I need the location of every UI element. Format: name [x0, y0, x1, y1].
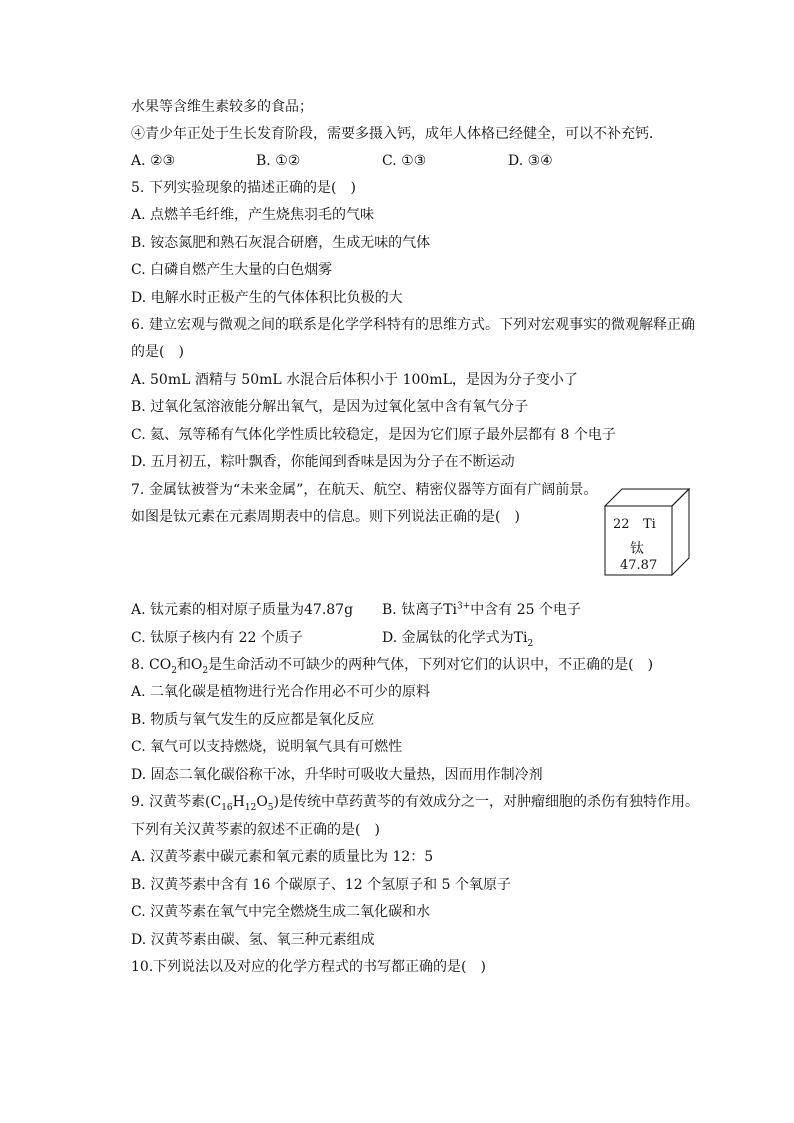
- line-fruit: 水果等含维生素较多的食品；: [131, 99, 313, 115]
- q8-formula-o2: 和O: [176, 657, 203, 673]
- q6-stem-text: 建立宏观与微观之间的联系是化学学科特有的思维方式。下列对宏观事实的微观解释正确: [149, 317, 695, 333]
- q7-number: 7.: [131, 482, 145, 498]
- q7-stem-text: 金属钛被誉为“未来金属”，在航天、航空、精密仪器等方面有广阔前景。: [149, 482, 598, 498]
- q9-stem-cont: 下列有关汉黄芩素的叙述不正确的是( ): [131, 822, 380, 838]
- q9-h: H: [232, 794, 245, 810]
- element-atomic-mass: 47.87: [620, 558, 658, 573]
- q5-stem: [131, 180, 356, 196]
- q9-sub-o: 5: [267, 802, 274, 813]
- q7-option-b-pre: B. 钛离子Ti: [382, 602, 458, 618]
- q7-option-a: A. 钛元素的相对原子质量为47.87g: [131, 602, 354, 618]
- q7-option-b: [382, 602, 581, 618]
- q5-stem-text: 下列实验现象的描述正确的是( ): [149, 180, 356, 196]
- q5-option-c: C. 白磷自燃产生大量的白色烟雾: [131, 262, 333, 278]
- q8-option-d: D. 固态二氧化碳俗称干冰，升华时可吸收大量热，因而用作制冷剂: [131, 767, 543, 783]
- q9-option-c: C. 汉黄芩素在氧气中完全燃烧生成二氧化碳和水: [131, 904, 431, 920]
- q7-option-d-sub: 2: [527, 638, 534, 649]
- q9-option-a: A. 汉黄芩素中碳元素和氧元素的质量比为 12：5: [131, 849, 434, 865]
- q7-option-b-post: 中含有 25 个电子: [470, 602, 582, 618]
- q8-stem: [131, 657, 654, 676]
- q10-number: 10.: [131, 959, 154, 975]
- q5-option-b: B. 铵态氮肥和熟石灰混合研磨，生成无味的气体: [131, 235, 431, 251]
- q9-stem-post: )是传统中草药黄芩的有效成分之一，对肿瘤细胞的杀伤有独特作用。: [273, 794, 699, 810]
- q8-formula-co2-sub: 2: [171, 665, 177, 676]
- q7-stem-cont: 如图是钛元素在元素周期表中的信息。则下列说法正确的是( ): [131, 509, 520, 525]
- q7-stem: [131, 482, 597, 498]
- q4-option-a: A. ②③: [131, 153, 176, 169]
- q9-number: 9.: [131, 794, 145, 810]
- element-name: 钛: [630, 541, 644, 557]
- q7-option-d: [382, 630, 534, 649]
- q9-sub-h: 12: [244, 802, 257, 813]
- q7-option-d-pre: D. 金属钛的化学式为Ti: [382, 630, 528, 646]
- q6-stem-cont: 的是( ): [131, 344, 184, 360]
- q9-stem: [131, 794, 699, 813]
- q6-option-d: D. 五月初五，粽叶飘香，你能闻到香味是因为分子在不断运动: [131, 454, 515, 470]
- q9-option-b: B. 汉黄芩素中含有 16 个碳原子、12 个氢原子和 5 个氧原子: [131, 877, 511, 893]
- q9-option-d: D. 汉黄芩素由碳、氢、氧三种元素组成: [131, 932, 375, 948]
- q6-option-c: C. 氦、氖等稀有气体化学性质比较稳定，是因为它们原子最外层都有 8 个电子: [131, 427, 616, 443]
- q8-formula-co2: CO: [149, 657, 172, 673]
- q6-option-b: B. 过氧化氢溶液能分解出氧气，是因为过氧化氢中含有氧气分子: [131, 399, 529, 415]
- q4-option-b: B. ①②: [256, 153, 301, 169]
- q5-number: 5.: [131, 180, 145, 196]
- q4-option-d: D. ③④: [508, 153, 553, 169]
- q8-number: 8.: [131, 657, 145, 673]
- q8-option-b: B. 物质与氧气发生的反应都是氧化反应: [131, 712, 375, 728]
- q10-stem: [131, 959, 486, 975]
- q6-option-a: A. 50mL 酒精与 50mL 水混合后体积小于 100mL，是因为分子变小了: [131, 372, 578, 388]
- q6-number: 6.: [131, 317, 145, 333]
- q5-option-a: A. 点燃羊毛纤维，产生烧焦羽毛的气味: [131, 207, 375, 223]
- q4-option-c: C. ①③: [382, 153, 427, 169]
- q7-option-b-charge: 3+: [457, 601, 471, 612]
- q9-stem-pre: 汉黄芩素(C: [149, 794, 222, 810]
- q8-formula-o2-sub: 2: [202, 665, 209, 676]
- q9-o: O: [256, 794, 268, 810]
- element-atomic-number: 22: [613, 517, 630, 532]
- q8-stem-text: 是生命活动不可缺少的两种气体，下列对它们的认识中，不正确的是( ): [208, 657, 654, 673]
- q8-option-c: C. 氧气可以支持燃烧，说明氧气具有可燃性: [131, 739, 403, 755]
- q5-option-d: D. 电解水时正极产生的气体体积比负极的大: [131, 290, 403, 306]
- q10-stem-text: 下列说法以及对应的化学方程式的书写都正确的是( ): [153, 959, 486, 975]
- q7-option-c: C. 钛原子核内有 22 个质子: [131, 630, 303, 646]
- element-symbol: Ti: [643, 517, 656, 532]
- line-calcium: ④青少年正处于生长发育阶段，需要多摄入钙，成年人体格已经健全，可以不补充钙．: [131, 126, 663, 142]
- q9-sub-c: 16: [221, 802, 233, 813]
- q6-stem: [131, 317, 695, 333]
- q8-option-a: A. 二氧化碳是植物进行光合作用必不可少的原料: [131, 684, 431, 700]
